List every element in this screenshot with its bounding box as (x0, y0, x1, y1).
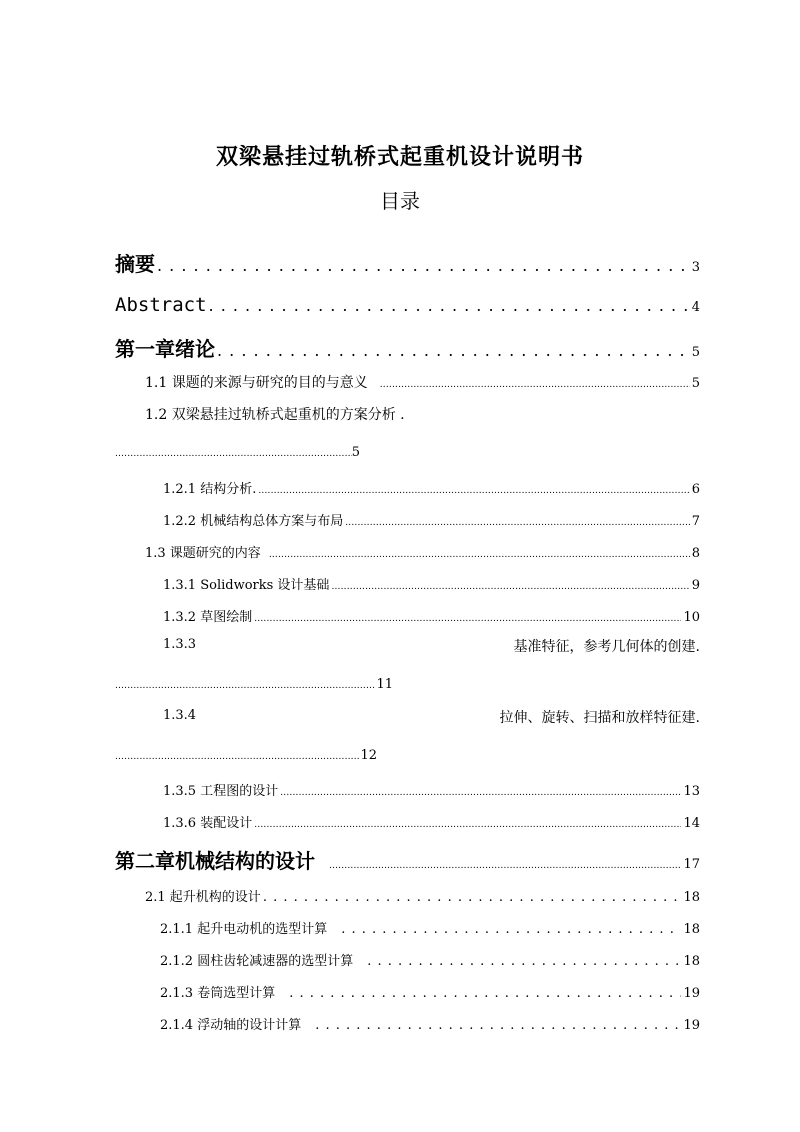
toc-entry-page: 14 (683, 816, 700, 831)
toc-heading: 目录 (380, 189, 420, 213)
toc-entry-page: 9 (691, 578, 700, 593)
toc-entry-1-3[interactable] (145, 542, 700, 561)
toc-entry-label: 第一章绪论 (115, 337, 215, 361)
dot-leader (217, 341, 690, 360)
dot-leader (315, 1018, 681, 1033)
dot-leader (254, 610, 681, 625)
toc-entry-label: 2.1.2 圆柱齿轮减速器的选型计算 (160, 954, 354, 969)
dot-leader (367, 954, 681, 969)
toc-entry-page: 18 (683, 954, 700, 969)
toc-entry-page: 11 (376, 677, 393, 692)
toc-entry-page: 7 (691, 514, 700, 529)
dot-leader (115, 441, 352, 460)
toc-entry-page: 5 (691, 376, 700, 391)
toc-entry-label: 1.1 课题的来源与研究的目的与意义 (145, 375, 368, 391)
toc-entry-page: 13 (683, 784, 700, 799)
toc-entry-page: 4 (691, 300, 700, 315)
toc-entry-label: 1.3.2 草图绘制 (163, 610, 253, 625)
toc-entry-1-3-5[interactable] (163, 780, 700, 799)
toc-entry-label: Abstract (115, 294, 207, 316)
toc-entry-1-2-1[interactable] (163, 478, 700, 497)
toc-entry-chapter-2[interactable] (115, 845, 700, 874)
toc-entry-page: 8 (691, 546, 700, 561)
dot-leader (209, 296, 690, 315)
toc-entry-1-3-4-number[interactable]: 1.3.4 (163, 708, 197, 723)
toc-entry-label: 2.1 起升机构的设计 (145, 890, 261, 905)
toc-entry-1-3-4-leader (115, 744, 377, 763)
toc-entry-label: 2.1.3 卷筒选型计算 (160, 986, 276, 1001)
toc-entry-page: 18 (683, 890, 700, 905)
toc-entry-label: 2.1.1 起升电动机的选型计算 (160, 922, 328, 937)
dot-leader (269, 546, 690, 561)
toc-entry-2-1-4[interactable] (160, 1014, 700, 1033)
toc-entry-label: 2.1.4 浮动轴的设计计算 (160, 1018, 302, 1033)
dot-leader (289, 986, 681, 1001)
toc-entry-2-1[interactable] (145, 886, 700, 905)
dot-leader (258, 482, 689, 497)
toc-entry-chapter-1[interactable] (115, 333, 700, 362)
toc-entry-1-1[interactable] (145, 372, 700, 392)
toc-entry-1-3-3-number[interactable]: 1.3.3 (163, 637, 197, 652)
toc-entry-page: 5 (351, 445, 360, 460)
toc-entry-page: 5 (691, 345, 700, 360)
toc-entry-1-3-2[interactable] (163, 606, 700, 625)
dot-leader (345, 514, 690, 529)
toc-entry-page: 12 (360, 748, 377, 763)
dot-leader (341, 922, 681, 937)
toc-entry-label: 1.3 课题研究的内容 (145, 546, 261, 561)
dot-leader (380, 375, 690, 391)
toc-entry-2-1-3[interactable] (160, 982, 700, 1001)
dot-leader (263, 890, 682, 905)
toc-entry-2-1-1[interactable] (160, 918, 700, 937)
toc-entry-label: 第二章机械结构的设计 (115, 849, 315, 873)
toc-entry-label: 摘要 (115, 252, 155, 276)
dot-leader (115, 744, 360, 763)
toc-entry-page: 18 (683, 922, 700, 937)
dot-leader (280, 784, 681, 799)
toc-entry-1-2-label[interactable]: 1.2 双梁悬挂过轨桥式起重机的方案分析 . (145, 407, 405, 423)
document-title: 双梁悬挂过轨桥式起重机设计说明书 (215, 145, 584, 170)
toc-entry-1-3-3-text[interactable]: 基准特征，参考几何体的创建. (513, 639, 700, 655)
toc-entry-label: 1.3.6 装配设计 (163, 816, 253, 831)
toc-entry-page: 10 (683, 610, 700, 625)
toc-entry-page: 19 (683, 986, 700, 1001)
toc-entry-label: 1.3.1 Solidworks 设计基础 (163, 578, 330, 593)
toc-entry-2-1-2[interactable] (160, 950, 700, 969)
toc-entry-abstract-cn[interactable] (115, 248, 700, 277)
toc-entry-page: 3 (691, 260, 700, 275)
toc-entry-1-2-2[interactable] (163, 510, 700, 529)
toc-entry-page: 6 (691, 482, 700, 497)
toc-entry-page: 17 (683, 857, 700, 872)
toc-entry-1-3-4-text[interactable]: 拉伸、旋转、扫描和放样特征建. (499, 710, 700, 726)
toc-entry-1-3-3-leader (115, 673, 393, 692)
toc-entry-label: 1.2.1 结构分析. (163, 482, 257, 497)
dot-leader (157, 256, 690, 275)
toc-entry-page: 19 (683, 1018, 700, 1033)
dot-leader (115, 673, 376, 692)
toc-entry-abstract-en[interactable] (115, 294, 700, 316)
dot-leader (331, 578, 689, 593)
toc-entry-1-2-leader (115, 441, 360, 460)
toc-entry-label: 1.2.2 机械结构总体方案与布局 (163, 514, 344, 529)
toc-entry-1-3-6[interactable] (163, 812, 700, 831)
toc-entry-1-3-1[interactable] (163, 574, 700, 593)
dot-leader (254, 816, 681, 831)
dot-leader (329, 853, 681, 872)
toc-entry-label: 1.3.5 工程图的设计 (163, 784, 279, 799)
